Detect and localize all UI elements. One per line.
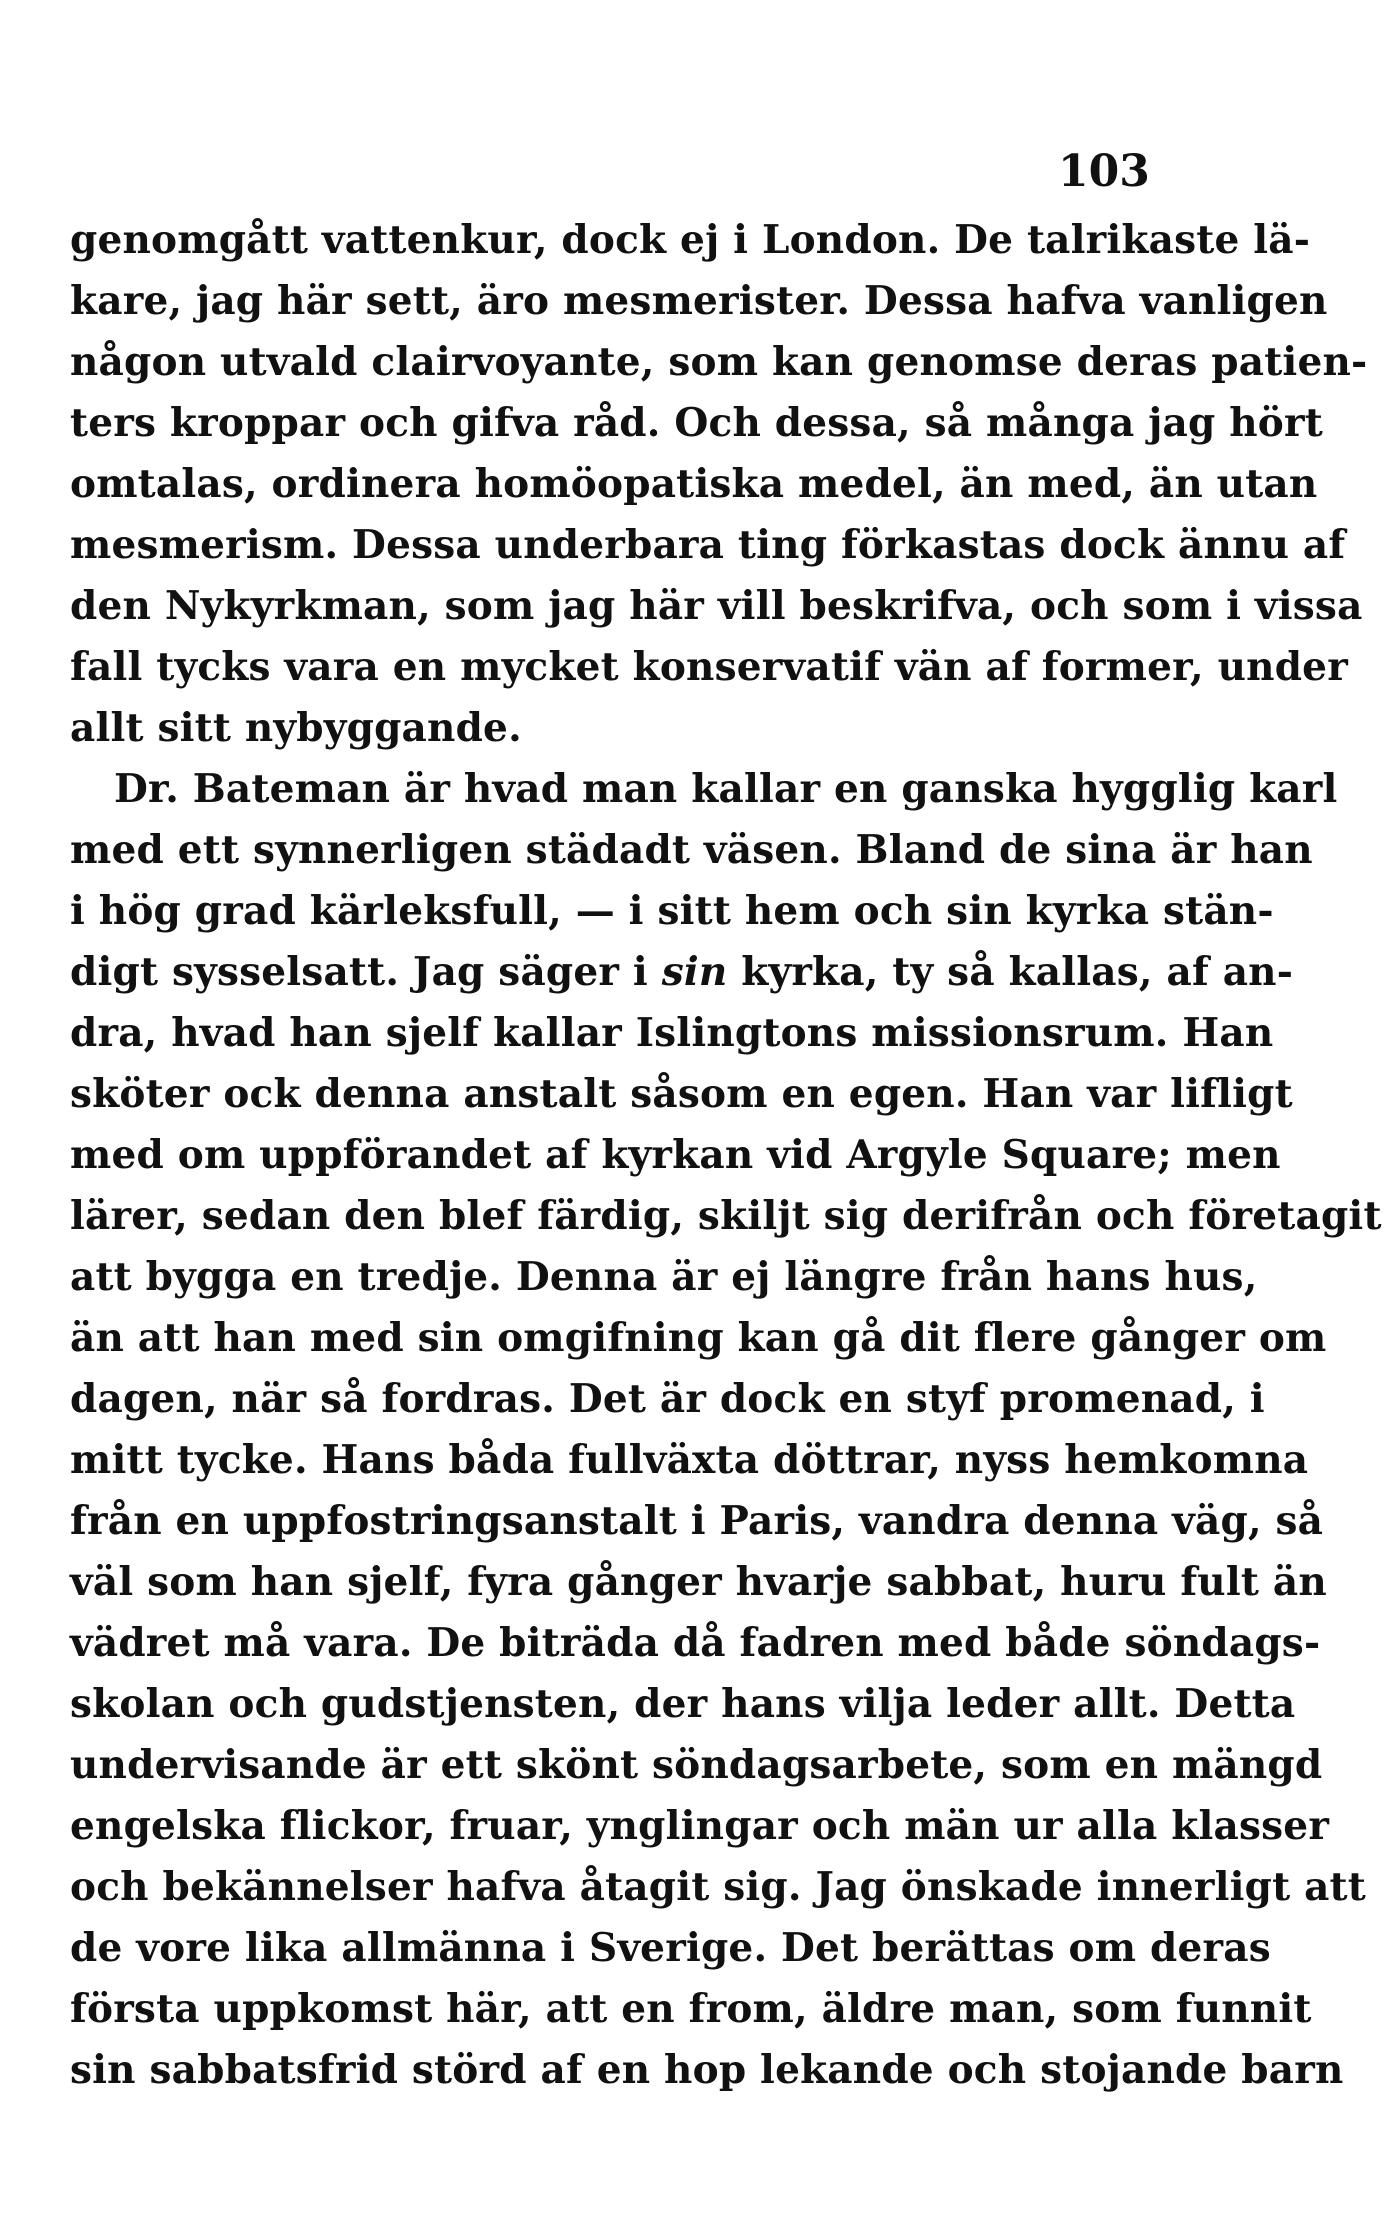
text-line: de vore lika allmänna i Sverige. Det berättas om deras [70, 1925, 1271, 1971]
text-line: Dr. Bateman är hvad man kallar en ganska hygglig karl [114, 766, 1338, 812]
text-line: ters kroppar och gifva råd. Och dessa, så många jag hört [70, 400, 1323, 446]
text-line: än att han med sin omgifning kan gå dit flere gånger om [70, 1315, 1327, 1361]
text-line: väl som han sjelf, fyra gånger hvarje sabbat, huru fult än [70, 1559, 1327, 1605]
text-line: kare, jag här sett, äro mesmerister. Dessa hafva vanligen [70, 278, 1328, 324]
text-line: med om uppförandet af kyrkan vid Argyle Square; men [70, 1132, 1281, 1178]
text-fragment: digt sysselsatt. Jag säger i [70, 949, 662, 995]
text-line: att bygga en tredje. Denna är ej längre från hans hus, [70, 1254, 1258, 1300]
text-line: skolan och gudstjensten, der hans vilja leder allt. Detta [70, 1681, 1296, 1727]
text-line: från en uppfostringsanstalt i Paris, vandra denna väg, så [70, 1498, 1324, 1544]
text-line: med ett synnerligen städadt väsen. Bland de sina är han [70, 827, 1313, 873]
text-line: fall tycks vara en mycket konservatif vän af former, under [70, 644, 1348, 690]
text-line: lärer, sedan den blef färdig, skiljt sig derifrån och företagit [70, 1193, 1382, 1239]
text-line-with-emphasis [70, 942, 1294, 1003]
body-text [70, 210, 1382, 2101]
text-line: i hög grad kärleksfull, — i sitt hem och sin kyrka stän- [70, 888, 1274, 934]
text-line: dagen, när så fordras. Det är dock en styf promenad, i [70, 1376, 1265, 1422]
text-line: allt sitt nybyggande. [70, 705, 522, 751]
text-line: någon utvald clairvoyante, som kan genomse deras patien- [70, 339, 1368, 385]
text-line: dra, hvad han sjelf kallar Islingtons missionsrum. Han [70, 1010, 1274, 1056]
text-line: mitt tycke. Hans båda fullväxta döttrar, nyss hemkomna [70, 1437, 1309, 1483]
page-number: 103 [1058, 146, 1150, 197]
text-line: genomgått vattenkur, dock ej i London. De talrikaste lä- [70, 217, 1311, 263]
text-line: undervisande är ett skönt söndagsarbete, som en mängd [70, 1742, 1323, 1788]
text-line: engelska flickor, fruar, ynglingar och män ur alla klasser [70, 1803, 1330, 1849]
text-line: sköter ock denna anstalt såsom en egen. Han var lifligt [70, 1071, 1293, 1117]
text-line: och bekännelser hafva åtagit sig. Jag önskade innerligt att [70, 1864, 1366, 1910]
text-line: den Nykyrkman, som jag här vill beskrifva, och som i vissa [70, 583, 1363, 629]
text-fragment: kyrka, ty så kallas, af an- [727, 949, 1294, 995]
text-line: omtalas, ordinera homöopatiska medel, än med, än utan [70, 461, 1318, 507]
text-line: första uppkomst här, att en from, äldre man, som funnit [70, 1986, 1312, 2032]
emphasized-word: sin [661, 949, 728, 995]
text-line: sin sabbatsfrid störd af en hop lekande och stojande barn [70, 2047, 1344, 2093]
text-line: mesmerism. Dessa underbara ting förkastas dock ännu af [70, 522, 1346, 568]
text-line: vädret må vara. De biträda då fadren med både söndags- [70, 1620, 1321, 1666]
